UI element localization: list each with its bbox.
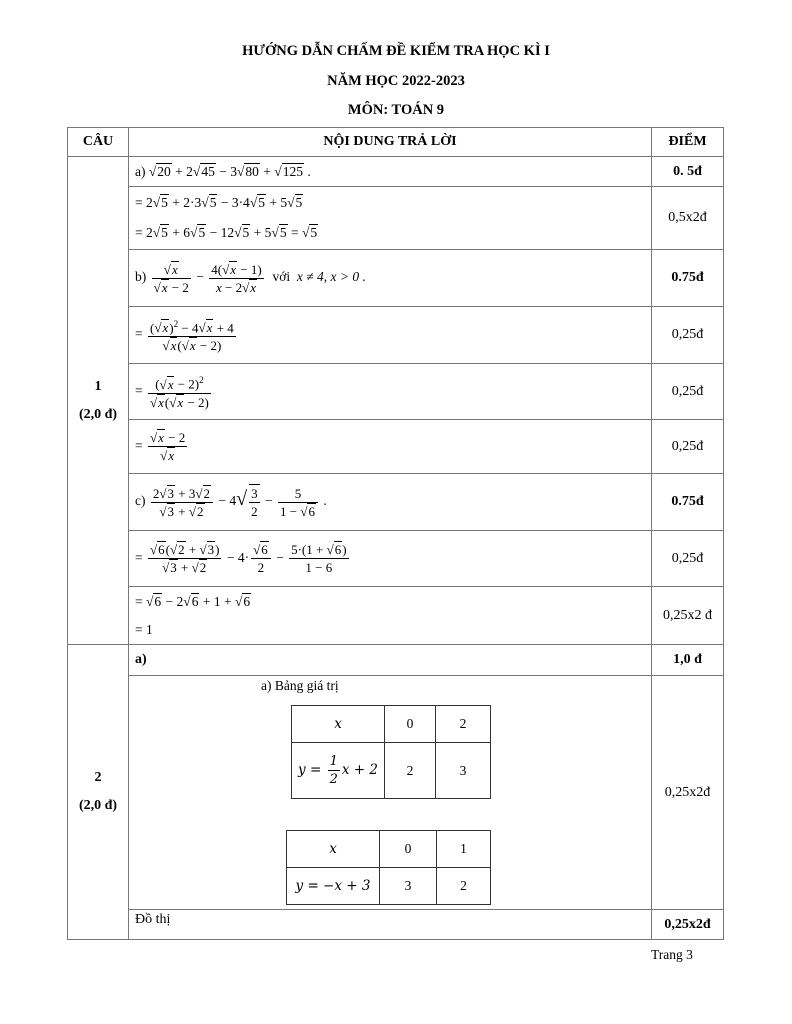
t1-x0: 0 — [385, 706, 436, 743]
q1c-score: 0.75đ — [652, 474, 724, 531]
page-number: Trang 3 — [651, 947, 693, 962]
q1a-steps-row — [68, 187, 724, 250]
q1c-row — [68, 474, 724, 531]
q1c-step1-score: 0,25đ — [652, 531, 724, 587]
q1a-step1: = 2√5 + 2·3√5 − 3·4√5 + 5√5 — [135, 195, 303, 210]
q2-cell — [68, 645, 129, 940]
q1c-problem: c) $\frac{2√3 + 3√2}{√3 + √2}$ − 4√ $\frac{3}{2}$ − $\frac{5}{1 - √6}$ . — [129, 474, 652, 531]
q1c-step2-score: 0,25x2 đ — [652, 587, 724, 645]
value-table-title: a) Bảng giá trị — [261, 678, 339, 693]
q2a-row — [68, 645, 724, 676]
doc-title: HƯỚNG DẪN CHẤM ĐỀ KIỂM TRA HỌC KÌ I — [242, 43, 550, 59]
t2-x0: 0 — [380, 831, 437, 868]
q1a-score: 0. 5đ — [652, 157, 724, 187]
q1c-step2-row — [68, 587, 724, 645]
school-year: NĂM HỌC 2022-2023 — [327, 73, 465, 89]
q1a-step2: = 2√5 + 6√5 − 12√5 + 5√5 = √5 — [135, 225, 318, 240]
q2a-score: 1,0 đ — [652, 645, 724, 676]
q1a-expression: a) √20 + 2√45 − 3√80 + √125 . — [135, 163, 311, 179]
t1-x1: 2 — [436, 706, 491, 743]
q1b-frac1: $\frac{√x}{√x - 2}$ — [153, 261, 189, 295]
q1b-step3-score: 0,25đ — [652, 420, 724, 474]
value-table-1 — [291, 705, 491, 799]
t2-y1: 2 — [437, 868, 491, 905]
t1-y0: 2 — [385, 743, 436, 799]
q1b-step2: = $\frac{(√x - 2)^2}{√x(√x - 2)}$ — [129, 364, 652, 420]
t2-y-label: y = −x + 3 — [287, 868, 380, 905]
q1b-step3-row — [68, 420, 724, 474]
q1b-frac2: $\frac{4(√x - 1)}{x - 2√x}$ — [211, 261, 262, 295]
q1b-problem: b) $\frac{√x}{√x - 2}$ − $\frac{4(√x - 1)}{x - 2√x}$ với x ≠ 4, x > 0 . — [129, 250, 652, 307]
q2-tables-cell — [129, 676, 652, 910]
q1b-step2-score: 0,25đ — [652, 364, 724, 420]
q1a-row — [68, 157, 724, 187]
q1a-steps-score: 0,5x2đ — [652, 187, 724, 250]
t1-y1: 3 — [436, 743, 491, 799]
q2a-label: a) — [129, 645, 652, 676]
subject: MÔN: TOÁN 9 — [347, 102, 445, 118]
answer-table — [67, 127, 724, 940]
graph-score: 0,25x2đ — [652, 910, 724, 940]
q1c-step1-row — [68, 531, 724, 587]
q1-number: 1 — [94, 378, 102, 394]
q1c-step1: = $\frac{√6(√2 + √3)}{√3 + √2}$ − 4· $\frac{√6}{2}$ − $\frac{5\cdot(1 + √6)}{1 - 6}$ — [129, 531, 652, 587]
t2-x1: 1 — [437, 831, 491, 868]
t2-y0: 3 — [380, 868, 437, 905]
q1-points: (2,0 đ) — [78, 406, 118, 422]
q1b-step1-score: 0,25đ — [652, 307, 724, 364]
q2-points: (2,0 đ) — [78, 798, 118, 813]
q2-number: 2 — [94, 770, 102, 785]
q2-tables-row — [68, 676, 724, 910]
col-score: ĐIỂM — [652, 128, 724, 157]
q1-cell — [68, 157, 129, 645]
q2-graph-row — [68, 910, 724, 940]
q1b-step2-row — [68, 364, 724, 420]
q1b-step3: = $\frac{√x - 2}{√x}$ — [129, 420, 652, 474]
graph-label: Đồ thị — [129, 910, 652, 940]
t1-y-label: y = $\frac{1}{2}$ x + 2 — [292, 743, 385, 799]
q1b-row — [68, 250, 724, 307]
q1a-problem — [129, 157, 652, 187]
value-table-2 — [286, 830, 491, 905]
q1b-step1-row — [68, 307, 724, 364]
q1b-step1: = $\frac{(√x)^2 - 4√x + 4}{√x(√x - 2)}$ — [129, 307, 652, 364]
q2-tables-score: 0,25x2đ — [652, 676, 724, 910]
col-content: NỘI DUNG TRẢ LỜI — [129, 128, 652, 157]
t1-x-label: x — [292, 706, 385, 743]
col-question: CÂU — [68, 128, 129, 157]
header-row — [68, 128, 724, 157]
q1b-score: 0.75đ — [652, 250, 724, 307]
t2-x-label: x — [287, 831, 380, 868]
q1a-steps — [129, 187, 652, 250]
q1c-step2: = √6 − 2√6 + 1 + √6 = 1 — [129, 587, 652, 645]
